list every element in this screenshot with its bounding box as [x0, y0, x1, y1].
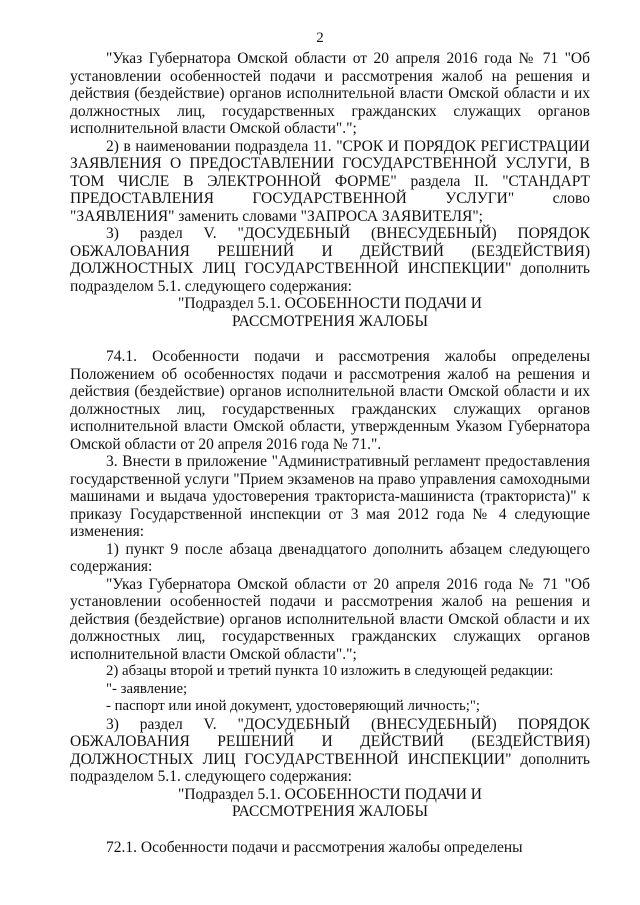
paragraph-amendment-3: 3) раздел V. "ДОСУДЕБНЫЙ (ВНЕСУДЕБНЫЙ) ПОРЯДОК ОБЖАЛОВАНИЯ РЕШЕНИЙ И ДЕЙСТВИЙ (БЕЗДЕЙСТВИЯ) ДОЛЖНОСТНЫХ ЛИЦ ГОСУДАРСТВЕННОЙ ИНСПЕКЦИИ" дополнить подразделом 5.1. следующего содержания: — [70, 225, 590, 295]
subsection-heading-line-2: РАССМОТРЕНИЯ ЖАЛОБЫ — [231, 312, 429, 330]
paragraph-application: "- заявление; — [106, 680, 188, 697]
paragraph-point-2: 2) абзацы второй и третий пункта 10 изложить в следующей редакции: — [106, 663, 554, 679]
paragraph-section-5-amendment: 3) раздел V. "ДОСУДЕБНЫЙ (ВНЕСУДЕБНЫЙ) ПОРЯДОК ОБЖАЛОВАНИЯ РЕШЕНИЙ И ДЕЙСТВИЙ (БЕЗДЕЙСТВИЯ) ДОЛЖНОСТНЫХ ЛИЦ ГОСУДАРСТВЕННОЙ ИНСПЕКЦИИ" дополнить подразделом 5.1. следующего содержания: — [70, 715, 590, 785]
paragraph-decree-reference-2: "Указ Губернатора Омской области от 20 апреля 2016 года № 71 "Об установлении особенностей подачи и рассмотрения жалоб на решения и действия (бездействие) органов исполнительной власти Омской области и их должностных лиц, государственных гражданских служащих органов исполнительной власти Омской области"."; — [70, 575, 590, 663]
paragraph-72-1: 72.1. Особенности подачи и рассмотрения жалобы определены — [106, 838, 523, 856]
paragraph-passport: - паспорт или иной документ, удостоверяющий личность;"; — [106, 698, 480, 714]
subsection-heading-line-2b: РАССМОТРЕНИЯ ЖАЛОБЫ — [231, 803, 429, 820]
paragraph-point-1: 1) пункт 9 после абзаца двенадцатого дополнить абзацем следующего содержания: — [70, 540, 590, 575]
paragraph-74-1: 74.1. Особенности подачи и рассмотрения жалобы определены Положением об особенностях подачи и рассмотрения жалоб на решения и действия (бездействие) органов исполнительной власти Омской области и их должностных лиц, государственных гражданских служащих органов исполнительной власти Омской области, утвержденным Указом Губернатора Омской области от 20 апреля 2016 года № 71.". — [70, 348, 590, 453]
subsection-heading-line-1: "Подраздел 5.1. ОСОБЕННОСТИ ПОДАЧИ И — [178, 295, 482, 312]
paragraph-decree-reference: "Указ Губернатора Омской области от 20 апреля 2016 года № 71 "Об установлении особенностей подачи и рассмотрения жалоб на решения и действия (бездействие) органов исполнительной власти Омской области и их должностных лиц, государственных гражданских служащих органов исполнительной власти Омской области"."; — [70, 50, 590, 137]
paragraph-item-3: 3. Внести в приложение "Административный регламент предоставления государственной услуги "Прием экзаменов на право управления самоходными машинами и выдача удостоверения тракториста-машиниста (тракториста)" к приказу Государственной инспекции от 3 мая 2012 года № 4 следующие изменения: — [70, 453, 590, 540]
page-number: 2 — [316, 30, 324, 46]
paragraph-amendment-2: 2) в наименовании подраздела 11. "СРОК И ПОРЯДОК РЕГИСТРАЦИИ ЗАЯВЛЕНИЯ О ПРЕДОСТАВЛЕНИИ ГОСУДАРСТВЕННОЙ УСЛУГИ, В ТОМ ЧИСЛЕ В ЭЛЕКТРОННОЙ ФОРМЕ" раздела II. "СТАНДАРТ ПРЕДОСТАВЛЕНИЯ ГОСУДАРСТВЕННОЙ УСЛУГИ" слово "ЗАЯВЛЕНИЯ" заменить словами "ЗАПРОСА ЗАЯВИТЕЛЯ"; — [70, 137, 590, 225]
subsection-heading-line-1b: "Подраздел 5.1. ОСОБЕННОСТИ ПОДАЧИ И — [178, 785, 482, 803]
document-body — [70, 50, 590, 856]
